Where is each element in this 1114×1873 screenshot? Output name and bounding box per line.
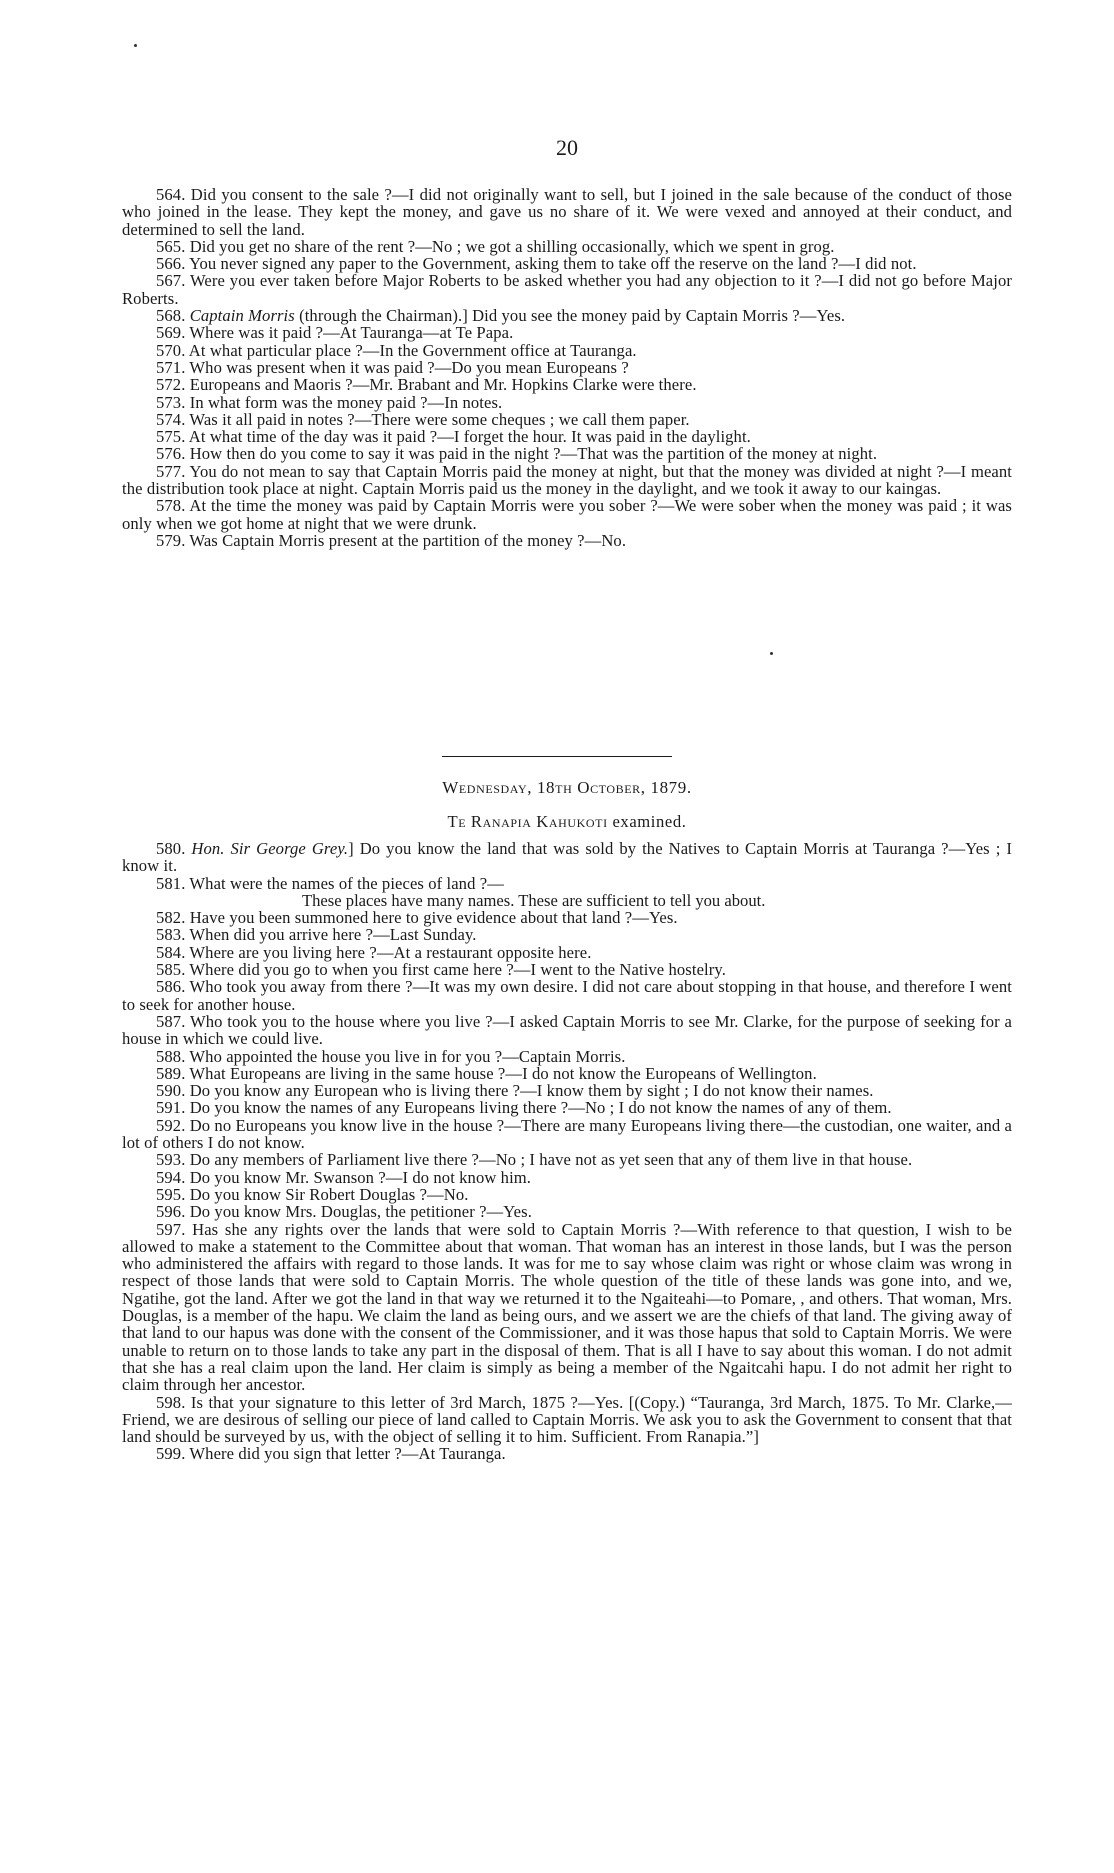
- testimony-section-2: [122, 840, 1012, 1463]
- question-569: [122, 324, 1012, 341]
- question-568: [122, 307, 1012, 324]
- question-593: [122, 1151, 1012, 1168]
- question-text: Is that your signature to this letter of 3rd March, 1875 ?—Yes. [(Copy.) “Tauranga, 3rd March, 1875. To Mr. Clarke,—Friend, we are desirous of selling our piece of land called to Captain Morris. We ask you to ask the Government to consent that that land should be surveyed by us, with the object of selling it to him. Sufficient. From Ranapia.”]: [122, 1392, 1012, 1447]
- question-number: 594.: [156, 1167, 186, 1187]
- question-number: 566.: [156, 254, 186, 274]
- question-number: 565.: [156, 236, 186, 256]
- question-text: Do you know Mrs. Douglas, the petitioner ?—Yes.: [189, 1202, 532, 1222]
- question-586: [122, 978, 1012, 1013]
- date-heading-text: Wednesday, 18th October, 1879.: [442, 778, 692, 797]
- question-number: 593.: [156, 1150, 186, 1170]
- question-581: [122, 875, 1012, 892]
- question-598: [122, 1394, 1012, 1446]
- question-text: Where was it paid ?—At Tauranga—at Te Papa.: [189, 323, 514, 343]
- question-number: 586.: [156, 977, 186, 997]
- question-599: [122, 1445, 1012, 1462]
- question-text: When did you arrive here ?—Last Sunday.: [189, 925, 477, 945]
- question-number: 595.: [156, 1184, 186, 1204]
- page-number: 20: [556, 135, 578, 160]
- question-567: [122, 272, 1012, 307]
- question-text: At what particular place ?—In the Government office at Tauranga.: [188, 340, 637, 360]
- question-text: What Europeans are living in the same house ?—I do not know the Europeans of Wellington.: [189, 1063, 817, 1083]
- question-589: [122, 1065, 1012, 1082]
- question-number: 572.: [156, 375, 186, 395]
- question-number: 582.: [156, 908, 186, 928]
- question-text: At what time of the day was it paid ?—I forget the hour. It was paid in the daylight.: [188, 427, 751, 447]
- question-text: Do you know Sir Robert Douglas ?—No.: [189, 1184, 469, 1204]
- question-number: 598.: [156, 1392, 186, 1412]
- question-592: [122, 1117, 1012, 1152]
- question-text: How then do you come to say it was paid in the night ?—That was the partition of the money at night.: [189, 444, 878, 464]
- question-number: 580.: [156, 839, 186, 858]
- question-588: [122, 1048, 1012, 1065]
- answer-581: These places have many names. These are sufficient to tell you about.: [302, 890, 766, 910]
- question-text: Do no Europeans you know live in the house ?—There are many Europeans living there—the custodian, one waiter, and a lot of others I do not know.: [122, 1115, 1013, 1153]
- question-text: Were you ever taken before Major Roberts to be asked whether you had any objection to it ?—I did not go before Major Roberts.: [122, 271, 1012, 308]
- question-text: Who was present when it was paid ?—Do you mean Europeans ?: [189, 357, 629, 377]
- speaker-name: Captain Morris: [189, 306, 295, 326]
- question-text: (through the Chairman).] Did you see the money paid by Captain Morris ?—Yes.: [299, 306, 846, 326]
- question-number: 575.: [156, 427, 186, 447]
- question-text: Did you get no share of the rent ?—No ; we got a shilling occasionally, which we spent in grog.: [189, 236, 835, 256]
- question-text: Did you consent to the sale ?—I did not originally want to sell, but I joined in the sale because of the conduct of those who joined in the lease. They kept the money, and gave us no share of it. We were vexed and annoyed at their conduct, and determined to sell the land.: [122, 185, 1013, 239]
- witness-heading: [122, 812, 1012, 832]
- question-number: 574.: [156, 409, 186, 429]
- question-587: [122, 1013, 1012, 1048]
- question-571: [122, 359, 1012, 376]
- question-564: [122, 186, 1012, 238]
- question-text: Do you know any European who is living there ?—I know them by sight ; I do not know their names.: [189, 1081, 874, 1101]
- question-595: [122, 1186, 1012, 1203]
- question-text: Do any members of Parliament live there ?—No ; I have not as yet seen that any of them live in that house.: [189, 1150, 913, 1170]
- question-number: 583.: [156, 925, 186, 945]
- question-number: 590.: [156, 1081, 186, 1101]
- speaker-name: Hon. Sir George Grey.: [191, 839, 349, 858]
- question-578: [122, 497, 1012, 532]
- question-text: In what form was the money paid ?—In notes.: [189, 392, 503, 412]
- question-number: 597.: [156, 1219, 186, 1239]
- question-text: Who appointed the house you live in for you ?—Captain Morris.: [189, 1046, 626, 1066]
- question-number: 569.: [156, 323, 186, 343]
- question-number: 570.: [156, 340, 186, 360]
- question-number: 564.: [156, 185, 186, 204]
- question-text: Where did you go to when you first came here ?—I went to the Native hostelry.: [189, 960, 726, 980]
- question-number: 585.: [156, 960, 186, 980]
- testimony-section-1: [122, 186, 1012, 549]
- question-text: At the time the money was paid by Captain Morris were you sober ?—We were sober when the money was paid ; it was only when we got home at night that we were drunk.: [122, 496, 1012, 533]
- date-heading: [122, 778, 1012, 798]
- question-number: 577.: [156, 461, 186, 481]
- question-596: [122, 1203, 1012, 1220]
- question-number: 581.: [156, 873, 186, 893]
- question-text: You never signed any paper to the Government, asking them to take off the reserve on the land ?—I did not.: [189, 254, 917, 274]
- question-number: 587.: [156, 1011, 186, 1031]
- witness-suffix: examined.: [612, 812, 687, 831]
- question-number: 596.: [156, 1202, 186, 1222]
- question-585: [122, 961, 1012, 978]
- question-565: [122, 238, 1012, 255]
- question-number: 592.: [156, 1115, 186, 1135]
- question-number: 599.: [156, 1444, 186, 1464]
- document-page: [122, 0, 1012, 1873]
- question-576: [122, 445, 1012, 462]
- witness-name: Te Ranapia Kahukoti: [447, 812, 608, 831]
- question-572: [122, 376, 1012, 393]
- question-number: 576.: [156, 444, 186, 464]
- scan-speck: [770, 652, 773, 655]
- question-text: Do you know the names of any Europeans living there ?—No ; I do not know the names of any of them.: [189, 1098, 892, 1118]
- question-570: [122, 342, 1012, 359]
- question-577: [122, 463, 1012, 498]
- section-divider: [442, 756, 672, 757]
- question-575: [122, 428, 1012, 445]
- question-text: Was Captain Morris present at the partition of the money ?—No.: [189, 530, 627, 550]
- question-text: Has she any rights over the lands that were sold to Captain Morris ?—With reference to that question, I wish to be allowed to make a statement to the Committee about that woman. That woman has an interest in those lands, but I was the person who administered the affairs with regard to those lands. It was for me to say whose claim was right or whose claim was wrong in respect of those lands that were sold to Captain Morris. The whole question of the title of these lands was gone into, and we, Ngatihe, got the land. After we got the land in that way we returned it to the Ngaiteahi—to Pomare, , and others. That woman, Mrs. Douglas, is a member of the hapu. We claim the land as being ours, and we assert we are the chiefs of that land. The giving away of that land to our hapus was done with the consent of the Commissioner, and it was those hapus that sold to Captain Morris. We were unable to return on to those lands to take any part in the disposal of them. That is all I have to say about this woman. I do not admit that she has a real claim upon the land. Her claim is simply as being a member of the Ngaitcahi hapu. I do not admit her right to claim through her ancestor.: [122, 1219, 1013, 1395]
- testimony-list: [122, 909, 1012, 1463]
- question-number: 584.: [156, 942, 186, 962]
- question-566: [122, 255, 1012, 272]
- question-597: [122, 1221, 1012, 1394]
- question-text: You do not mean to say that Captain Morris paid the money at night, but that the money was divided at night ?—I meant the distribution took place at night. Captain Morris paid us the money in the daylight, and we took it away to our kaingas.: [122, 461, 1012, 499]
- question-574: [122, 411, 1012, 428]
- scan-speck: [134, 44, 137, 47]
- question-text: Where are you living here ?—At a restaurant opposite here.: [189, 942, 592, 962]
- question-text: Have you been summoned here to give evidence about that land ?—Yes.: [189, 908, 678, 928]
- question-number: 573.: [156, 392, 186, 412]
- question-582: [122, 909, 1012, 926]
- question-number: 579.: [156, 530, 186, 550]
- question-number: 568.: [156, 306, 186, 326]
- question-text: Where did you sign that letter ?—At Tauranga.: [189, 1444, 506, 1464]
- question-number: 589.: [156, 1063, 186, 1083]
- question-number: 567.: [156, 271, 186, 291]
- question-594: [122, 1169, 1012, 1186]
- question-text: Who took you to the house where you live ?—I asked Captain Morris to see Mr. Clarke, for the purpose of seeking for a house in which we could live.: [122, 1011, 1012, 1049]
- question-591: [122, 1099, 1012, 1116]
- question-number: 591.: [156, 1098, 186, 1118]
- question-579: [122, 532, 1012, 549]
- question-590: [122, 1082, 1012, 1099]
- question-573: [122, 394, 1012, 411]
- question-text: Who took you away from there ?—It was my own desire. I did not care about stopping in that house, and therefore I went to seek for another house.: [122, 977, 1012, 1014]
- question-text: Was it all paid in notes ?—There were some cheques ; we call them paper.: [189, 409, 690, 429]
- question-580: [122, 840, 1012, 875]
- question-583: [122, 926, 1012, 943]
- question-text: What were the names of the pieces of land ?—: [189, 873, 504, 893]
- question-number: 588.: [156, 1046, 186, 1066]
- question-584: [122, 944, 1012, 961]
- question-text: Europeans and Maoris ?—Mr. Brabant and Mr. Hopkins Clarke were there.: [189, 375, 697, 395]
- question-number: 578.: [156, 496, 186, 516]
- question-number: 571.: [156, 357, 186, 377]
- question-text: Do you know Mr. Swanson ?—I do not know him.: [189, 1167, 532, 1187]
- question-text: ] Do you know the land that was sold by the Natives to Captain Morris at Tauranga ?—Yes ; I know it.: [122, 839, 1012, 876]
